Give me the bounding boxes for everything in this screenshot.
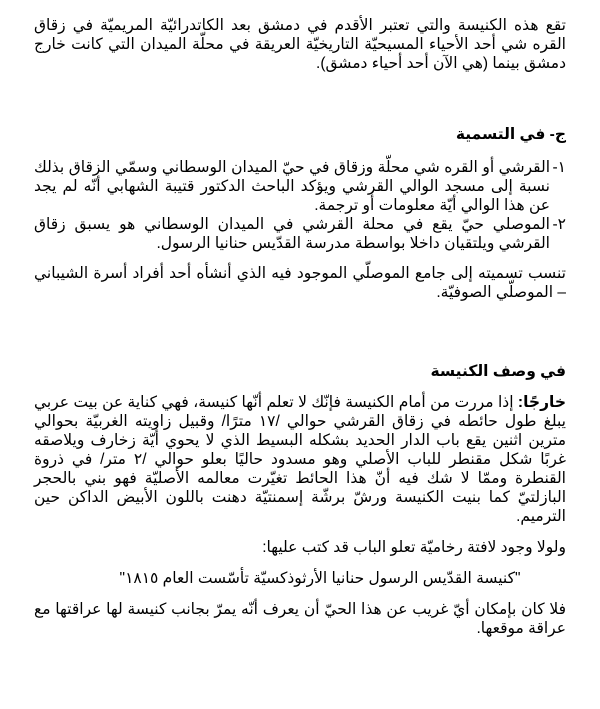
list-item-number: ١- [552,159,566,176]
plaque-intro: ولولا وجود لافتة رخاميّة تعلو الباب قد كتب عليها: [262,539,566,556]
naming-list-item [34,215,566,253]
description-paragraph [34,393,566,526]
plaque-quote: "كنيسة القدّيس الرسول حنانيا الأرثوذكسيّة تأسّست العام ١٨١٥" [119,570,521,587]
lead-word: خارجًا: [517,394,566,411]
naming-list-item [34,158,566,215]
list-item-text: القرشي أو القره شي محلّة وزقاق في حيّ الميدان الوسطاني وسمّي الزقاق بذلك نسبة إلى مسجد الوالي القرشي ويؤكد الباحث الدكتور قتيبة الشهابي أنّه لم يجد عن هذا الوالي أيّة معلومات أو ترجمة. [34,159,550,214]
closing-paragraph: فلا كان بإمكان أيّ غريب عن هذا الحيّ أن يعرف أنّه يمرّ بجانب كنيسة لها عراقتها مع عراقة موقعها. [34,601,566,637]
naming-paragraph: تنسب تسميته إلى جامع الموصلّي الموجود فيه الذي أنشأه أحد أفراد أسرة الشيباني – الموصلّي الصوفيّة. [34,265,566,301]
naming-section-heading: ج- في التسمية [455,126,566,143]
document-page [34,16,566,638]
description-section-heading: في وصف الكنيسة [430,363,566,380]
list-item-text: الموصلي حيّ يقع في محلة القرشي في الميدان الوسطاني هو يسبق زقاق القرشي ويلتقيان داخلا بواسطة مدرسة القدّيس حنانيا الرسول. [34,216,550,252]
description-text: إذا مررت من أمام الكنيسة فإنّك لا تعلم أنّها كنيسة، فهي كناية عن بيت عربي يبلغ طول حائطه في زقاق القرشي حوالي /١٧ مترًا/ وقبيل زاويته الغربيّة بحوالي مترين اثنين يقع باب الدار الحديد بشكله البسيط الذي لا يحوي أيّة زخارف ويلاصقه غربًا شكل مقنطر للباب الأصلي وهو مسدود حاليًا بعلو حوالي /٢ متر/ في ذروة القنطرة وممّا لا شك فيه أنّ هذا الحائط تغيّرت معالمه الأصليّة فهو بني بالحجر البازلتيّ كما بنيت الكنيسة ورشّ برشّة إسمنتيّة دهنت باللون الأبيض الداكن حين الترميم. [34,394,566,525]
intro-paragraph: تقع هذه الكنيسة والتي تعتبر الأقدم في دمشق بعد الكاتدرائيّة المريميّة في زقاق القره شي أحد الأحياء المسيحيّة التاريخيّة العريقة في محلّة الميدان التي كانت خارج دمشق بينما (هي الآن أحد أحياء دمشق). [34,17,566,72]
naming-list [34,158,566,253]
list-item-number: ٢- [552,216,566,233]
